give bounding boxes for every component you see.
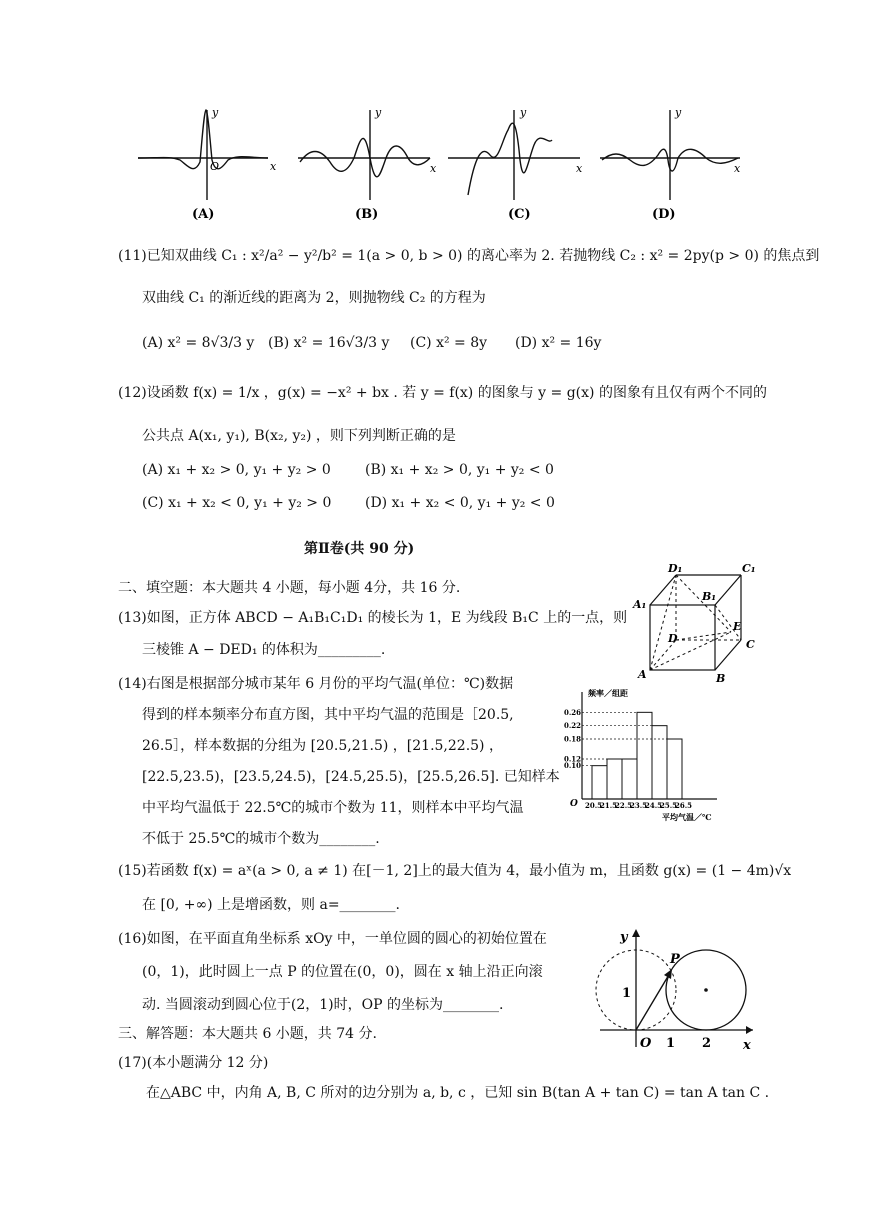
- histogram-x-tick: 25.5: [660, 801, 678, 810]
- q16-line2: (0，1)，此时圆上一点 P 的位置在(0，0)，圆在 x 轴上沿正向滚: [142, 964, 543, 980]
- graph-b-x-label: x: [430, 162, 437, 175]
- circle-y-label: y: [620, 930, 628, 945]
- q17-line2: 在△ABC 中，内角 A, B, C 所对的边分别为 a, b, c ，已知 sin B(tan A + tan C) = tan A tan C .: [146, 1085, 770, 1101]
- q11-line2: 双曲线 C₁ 的渐近线的距离为 2，则抛物线 C₂ 的方程为: [142, 290, 486, 306]
- function-graphs: [130, 100, 750, 225]
- graph-a-x-label: x: [270, 160, 277, 173]
- graph-a-origin: O: [210, 160, 220, 173]
- q11-option-a: (A) x² = 8√3/3 y: [142, 335, 255, 351]
- histogram-y-tick: 0.22: [564, 721, 582, 731]
- section-2-title: 第Ⅱ卷(共 90 分): [304, 541, 415, 557]
- q14-line2: 得到的样本频率分布直方图，其中平均气温的范围是［20.5,: [142, 707, 514, 723]
- q16-line1: (16)如图，在平面直角坐标系 xOy 中，一单位圆的圆心的初始位置在: [118, 931, 547, 947]
- fill-in-header: 二、填空题：本大题共 4 小题，每小题 4分，共 16 分.: [118, 580, 461, 596]
- q13-line2: 三棱锥 A − DED₁ 的体积为_________.: [142, 642, 386, 658]
- histogram-bar: [622, 759, 637, 799]
- histogram-x-tick: 21.5: [600, 801, 618, 810]
- histogram-bar: [592, 766, 607, 799]
- graph-d-y-label: y: [675, 106, 682, 119]
- q12-option-c: (C) x₁ + x₂ < 0, y₁ + y₂ > 0: [142, 495, 332, 511]
- q14-line1: (14)右图是根据部分城市某年 6 月份的平均气温(单位：℃)数据: [118, 676, 514, 692]
- cube-label-e: E: [733, 620, 742, 633]
- q12-line1: (12)设函数 f(x) = 1/x ，g(x) = −x² + bx . 若 y = f(x) 的图象与 y = g(x) 的图象有且仅有两个不同的: [118, 385, 767, 401]
- q16-line3: 动. 当圆滚动到圆心位于(2，1)时，OP 的坐标为________.: [142, 997, 504, 1013]
- graph-c-x-label: x: [576, 162, 583, 175]
- q15-line2: 在 [0, +∞) 上是增函数，则 a=________.: [142, 897, 401, 913]
- circle-x1-label: 1: [666, 1036, 676, 1051]
- histogram-x-tick: 22.5: [615, 801, 633, 810]
- cube-label-c: C: [746, 638, 755, 651]
- q14-line3: 26.5］，样本数据的分组为 [20.5,21.5) ，[21.5,22.5) ，: [142, 738, 503, 754]
- solve-header: 三、解答题：本大题共 6 小题，共 74 分.: [118, 1026, 377, 1042]
- q11-line1: (11)已知双曲线 C₁ : x²/a² − y²/b² = 1(a > 0, b > 0) 的离心率为 2. 若抛物线 C₂ : x² = 2py(p > 0) 的焦点到: [118, 248, 820, 264]
- graph-a-y-label: y: [212, 106, 219, 119]
- histogram-x-tick: 23.5: [630, 801, 648, 810]
- q17-line1: (17)(本小题满分 12 分): [118, 1055, 269, 1071]
- q15-line1: (15)若函数 f(x) = aˣ(a > 0, a ≠ 1) 在[－1, 2]上的最大值为 4，最小值为 m，且函数 g(x) = (1 − 4m)√x: [118, 863, 792, 879]
- circle-p-label: P: [670, 952, 680, 967]
- histogram-origin: O: [570, 799, 578, 809]
- cube-label-d1: D₁: [668, 562, 683, 575]
- histogram-x-tick: 24.5: [645, 801, 663, 810]
- histogram-bar: [667, 739, 682, 799]
- q12-option-b: (B) x₁ + x₂ > 0, y₁ + y₂ < 0: [365, 462, 554, 478]
- cube-label-d: D: [668, 632, 678, 645]
- histogram-y-tick: 0.10: [564, 761, 582, 771]
- q13-line1: (13)如图，正方体 ABCD − A₁B₁C₁D₁ 的棱长为 1，E 为线段 B₁C 上的一点，则: [118, 610, 628, 626]
- histogram-x-tick: 20.5: [585, 801, 603, 810]
- graph-label-a: (A): [192, 207, 215, 222]
- histogram-x-label: 平均气温／℃: [662, 812, 712, 822]
- q11-option-b: (B) x² = 16√3/3 y: [268, 335, 390, 351]
- cube-label-b: B: [716, 672, 726, 685]
- histogram-y-tick: 0.12: [564, 754, 582, 764]
- circle-one-label: 1: [622, 986, 632, 1001]
- circle-x-label: x: [743, 1038, 751, 1053]
- cube-label-b1: B₁: [702, 590, 717, 603]
- q14-line4: [22.5,23.5)，[23.5,24.5)，[24.5,25.5)，[25.5,26.5]. 已知样本: [142, 769, 560, 785]
- q12-option-d: (D) x₁ + x₂ < 0, y₁ + y₂ < 0: [365, 495, 555, 511]
- q14-line5: 中平均气温低于 22.5℃的城市个数为 11，则样本中平均气温: [142, 800, 524, 816]
- circle-origin-label: O: [640, 1036, 652, 1051]
- histogram-bar: [607, 759, 622, 799]
- q12-option-a: (A) x₁ + x₂ > 0, y₁ + y₂ > 0: [142, 462, 331, 478]
- graph-label-b: (B): [355, 207, 379, 222]
- cube-label-a1: A₁: [633, 598, 647, 611]
- histogram-y-tick: 0.26: [564, 707, 582, 717]
- q14-line6: 不低于 25.5℃的城市个数为________.: [142, 831, 380, 847]
- frequency-histogram: [562, 684, 732, 824]
- q11-option-c: (C) x² = 8y: [410, 335, 488, 351]
- circle-x2-label: 2: [702, 1036, 712, 1051]
- graph-b-y-label: y: [375, 106, 382, 119]
- q12-line2: 公共点 A(x₁, y₁), B(x₂, y₂) ，则下列判断正确的是: [142, 428, 456, 444]
- histogram-y-tick: 0.18: [564, 734, 582, 744]
- histogram-x-tick: 26.5: [675, 801, 693, 810]
- cube-figure: [628, 560, 768, 685]
- histogram-bar: [652, 726, 667, 799]
- graph-d-x-label: x: [734, 162, 741, 175]
- graph-label-c: (C): [508, 207, 531, 222]
- histogram-y-label: 频率／组距: [588, 688, 628, 698]
- graph-label-d: (D): [652, 207, 676, 222]
- cube-label-a: A: [638, 668, 647, 681]
- q11-option-d: (D) x² = 16y: [515, 335, 602, 351]
- graph-c-y-label: y: [520, 106, 527, 119]
- cube-label-c1: C₁: [742, 562, 756, 575]
- rolling-circle-figure: [588, 925, 758, 1055]
